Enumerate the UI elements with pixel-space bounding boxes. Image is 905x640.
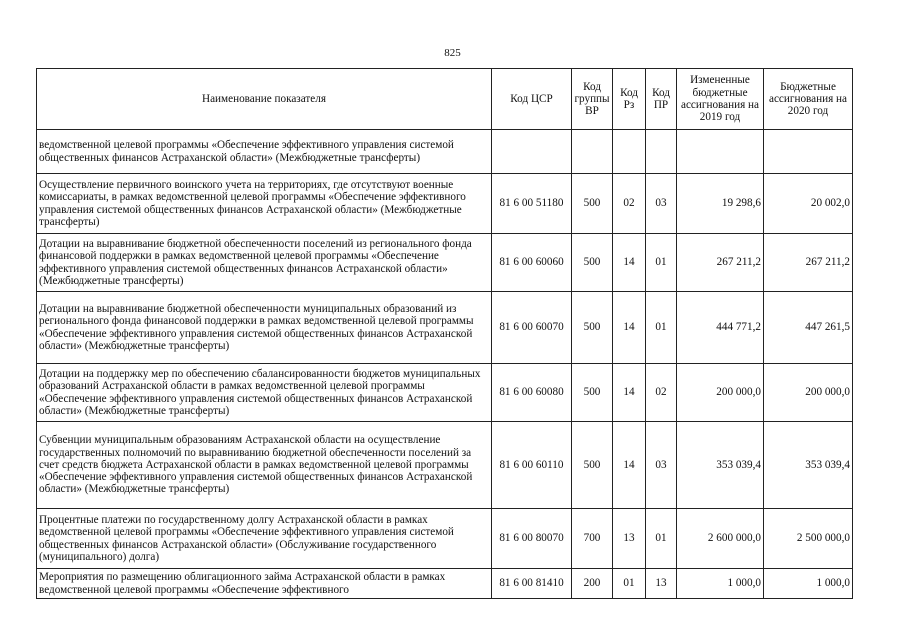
row-pr: 03 [646, 174, 677, 234]
table-row [37, 292, 853, 364]
row-rz [613, 130, 646, 174]
column-header-pr: Код ПР [646, 69, 677, 130]
row-name: Осуществление первичного воинского учета на территориях, где отсутствуют военные комиссариаты, в рамках ведомственной целевой программы «Обеспечение эффективного управления системой общественных финансов Астраханской области» (Межбюджетные трансферты) [37, 174, 492, 234]
row-pr [646, 130, 677, 174]
row-amount-2020: 1 000,0 [764, 569, 853, 599]
row-name: Дотации на поддержку мер по обеспечению сбалансированности бюджетов муниципальных образований Астраханской области в рамках ведомственной целевой программы «Обеспечение эффективного управления системой общественных финансов Астраханской области» (Межбюджетные трансферты) [37, 364, 492, 422]
table-row [37, 234, 853, 292]
column-header-amount-2020: Бюджетные ассигнования на 2020 год [764, 69, 853, 130]
row-vr: 200 [572, 569, 613, 599]
row-rz: 01 [613, 569, 646, 599]
row-csr: 81 6 00 81410 [492, 569, 572, 599]
row-amount-2019: 200 000,0 [677, 364, 764, 422]
row-amount-2019 [677, 130, 764, 174]
row-rz: 02 [613, 174, 646, 234]
row-vr: 700 [572, 509, 613, 569]
table-row [37, 422, 853, 509]
row-amount-2020 [764, 130, 853, 174]
row-amount-2020: 447 261,5 [764, 292, 853, 364]
row-name: Дотации на выравнивание бюджетной обеспеченности муниципальных образований из регионального фонда финансовой поддержки в рамках ведомственной целевой программы «Обеспечение эффективного управления системой общественных финансов Астраханской области» (Межбюджетные трансферты) [37, 292, 492, 364]
row-vr: 500 [572, 234, 613, 292]
row-rz: 14 [613, 422, 646, 509]
column-header-amount-2019: Измененные бюджетные ассигнования на 2019 год [677, 69, 764, 130]
row-amount-2019: 1 000,0 [677, 569, 764, 599]
row-csr: 81 6 00 60110 [492, 422, 572, 509]
row-pr: 01 [646, 234, 677, 292]
row-rz: 14 [613, 364, 646, 422]
table-row [37, 174, 853, 234]
row-vr: 500 [572, 174, 613, 234]
table-row [37, 509, 853, 569]
row-csr: 81 6 00 60060 [492, 234, 572, 292]
table-row [37, 364, 853, 422]
row-csr [492, 130, 572, 174]
row-pr: 01 [646, 292, 677, 364]
row-amount-2020: 267 211,2 [764, 234, 853, 292]
row-amount-2020: 2 500 000,0 [764, 509, 853, 569]
row-name: Процентные платежи по государственному долгу Астраханской области в рамках ведомственной целевой программы «Обеспечение эффективного управления системой общественных финансов Астраханской области» (Обслуживание государственного (муниципального) долга) [37, 509, 492, 569]
row-amount-2019: 444 771,2 [677, 292, 764, 364]
row-pr: 03 [646, 422, 677, 509]
row-amount-2019: 19 298,6 [677, 174, 764, 234]
column-header-name: Наименование показателя [37, 69, 492, 130]
table-row [37, 569, 853, 599]
row-pr: 01 [646, 509, 677, 569]
row-rz: 13 [613, 509, 646, 569]
row-name: Мероприятия по размещению облигационного займа Астраханской области в рамках ведомственной целевой программы «Обеспечение эффективного [37, 569, 492, 599]
budget-table [36, 68, 853, 599]
row-amount-2020: 353 039,4 [764, 422, 853, 509]
row-name: Субвенции муниципальным образованиям Астраханской области на осуществление государственных полномочий по выравниванию бюджетной обеспеченности поселений за счет средств бюджета Астраханской области в рамках ведомственной целевой программы «Обеспечение эффективного управления системой общественных финансов Астраханской области» (Межбюджетные трансферты) [37, 422, 492, 509]
row-amount-2020: 200 000,0 [764, 364, 853, 422]
row-vr [572, 130, 613, 174]
row-vr: 500 [572, 292, 613, 364]
page-number: 825 [444, 47, 461, 59]
row-vr: 500 [572, 422, 613, 509]
row-name: ведомственной целевой программы «Обеспечение эффективного управления системой общественных финансов Астраханской области» (Межбюджетные трансферты) [37, 130, 492, 174]
row-rz: 14 [613, 292, 646, 364]
row-pr: 02 [646, 364, 677, 422]
row-amount-2019: 353 039,4 [677, 422, 764, 509]
row-amount-2020: 20 002,0 [764, 174, 853, 234]
column-header-rz: Код Рз [613, 69, 646, 130]
header-row [37, 69, 853, 130]
row-csr: 81 6 00 80070 [492, 509, 572, 569]
column-header-csr: Код ЦСР [492, 69, 572, 130]
column-header-vr: Код группы ВР [572, 69, 613, 130]
row-amount-2019: 267 211,2 [677, 234, 764, 292]
row-name: Дотации на выравнивание бюджетной обеспеченности поселений из регионального фонда финансовой поддержки в рамках ведомственной целевой программы «Обеспечение эффективного управления системой общественных финансов Астраханской области» (Межбюджетные трансферты) [37, 234, 492, 292]
row-csr: 81 6 00 60070 [492, 292, 572, 364]
row-amount-2019: 2 600 000,0 [677, 509, 764, 569]
row-vr: 500 [572, 364, 613, 422]
row-csr: 81 6 00 60080 [492, 364, 572, 422]
row-pr: 13 [646, 569, 677, 599]
row-rz: 14 [613, 234, 646, 292]
table-row [37, 130, 853, 174]
row-csr: 81 6 00 51180 [492, 174, 572, 234]
